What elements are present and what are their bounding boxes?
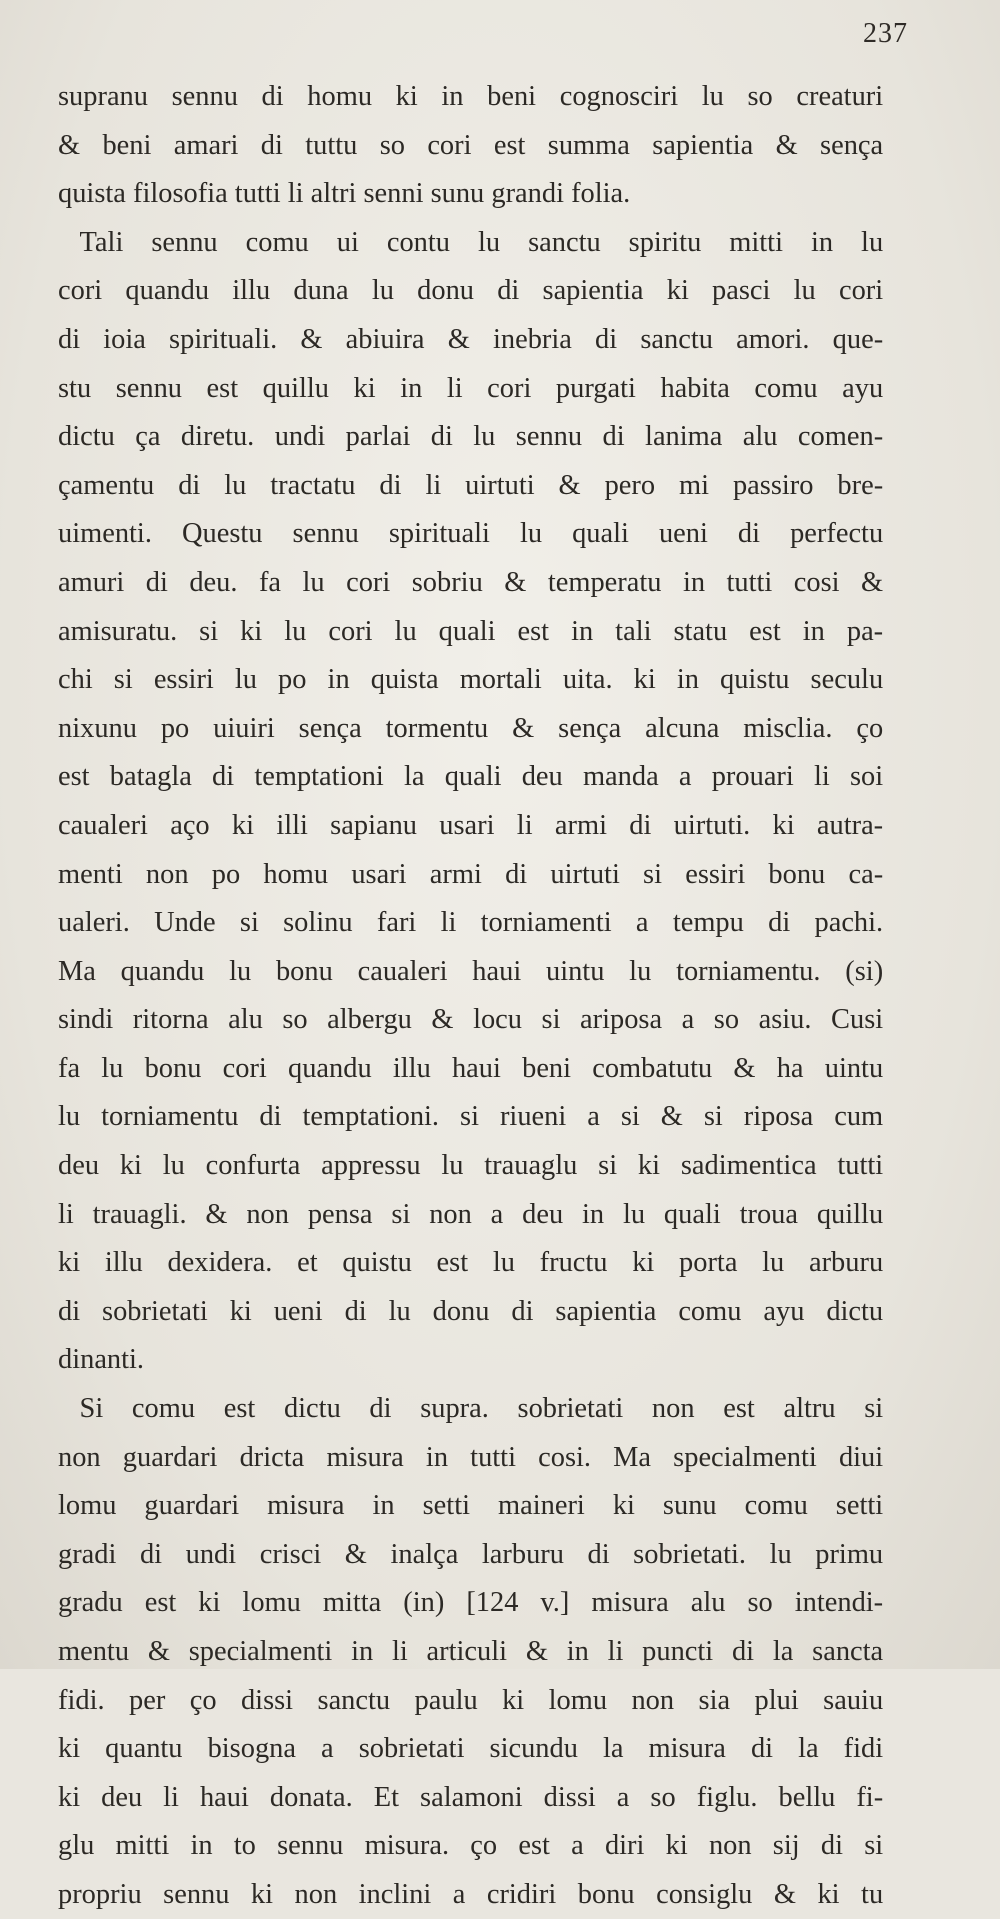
text-line: çamentu di lu tractatu di li uirtuti & pero mi passiro bre- — [58, 468, 884, 501]
text-line: fa lu bonu cori quandu illu haui beni combatutu & ha uintu — [58, 1051, 884, 1084]
text-line: quista filosofia tutti li altri senni sunu grandi folia. — [58, 177, 631, 210]
text-line: supranu sennu di homu ki in beni cognosciri lu so creaturi — [58, 80, 884, 112]
text-line: lomu guardari misura in setti maineri ki sunu comu setti — [58, 1489, 884, 1522]
page-number: 237 — [863, 18, 908, 49]
text-line: lu torniamentu di temptationi. si riueni a si & si riposa cum — [58, 1100, 884, 1133]
text-line: di sobrietati ki ueni di lu donu di sapientia comu ayu dictu — [58, 1294, 884, 1327]
text-line: caualeri aço ki illi sapianu usari li armi di uirtuti. ki autra- — [58, 808, 884, 841]
text-line: gradi di undi crisci & inalça larburu di sobrietati. lu primu — [58, 1537, 884, 1570]
text-line: amuri di deu. fa lu cori sobriu & temperatu in tutti cosi & — [58, 565, 884, 598]
text-line: glu mitti in to sennu misura. ço est a diri ki non sij di si — [58, 1829, 884, 1862]
text-line: chi si essiri lu po in quista mortali uita. ki in quistu seculu — [58, 663, 884, 696]
text-line: dictu ça diretu. undi parlai di lu sennu di lanima alu comen- — [58, 420, 884, 453]
text-line: mentu & specialmenti in li articuli & in li puncti di la sancta — [58, 1635, 884, 1667]
text-line: menti non po homu usari armi di uirtuti si essiri bonu ca- — [58, 857, 884, 890]
text-line: ki deu li haui donata. Et salamoni dissi a so figlu. bellu fi- — [58, 1780, 884, 1813]
text-line: gradu est ki lomu mitta (in) [124 v.] misura alu so intendi- — [58, 1586, 884, 1619]
text-line: uimenti. Questu sennu spirituali lu quali ueni di perfectu — [58, 517, 884, 550]
text-line: fidi. per ço dissi sanctu paulu ki lomu non sia plui sauiu — [58, 1683, 884, 1716]
text-line: non guardari dricta misura in tutti cosi. Ma specialmenti diui — [58, 1440, 884, 1473]
text-line: ki quantu bisogna a sobrietati sicundu la misura di la fidi — [58, 1732, 884, 1765]
text-line: Si comu est dictu di supra. sobrietati non est altru si — [79, 1392, 884, 1425]
text-line: est batagla di temptationi la quali deu manda a prouari li soi — [58, 760, 884, 793]
text-line: deu ki lu confurta appressu lu trauaglu si ki sadimentica tutti — [58, 1149, 884, 1182]
text-line: ualeri. Unde si solinu fari li torniamenti a tempu di pachi. — [58, 906, 884, 939]
text-line: stu sennu est quillu ki in li cori purgati habita comu ayu — [58, 371, 884, 404]
text-line: li trauagli. & non pensa si non a deu in lu quali troua quillu — [58, 1197, 884, 1230]
text-line: nixunu po uiuiri sença tormentu & sença alcuna misclia. ço — [58, 711, 884, 744]
text-line: propriu sennu ki non inclini a cridiri bonu consiglu & ki tu — [58, 1877, 884, 1910]
text-line: sindi ritorna alu so albergu & locu si ariposa a so asiu. Cusi — [58, 1003, 884, 1036]
text-line: ki illu dexidera. et quistu est lu fructu ki porta lu arburu — [58, 1246, 884, 1279]
text-line: cori quandu illu duna lu donu di sapientia ki pasci lu cori — [58, 274, 884, 307]
text-line: di ioia spirituali. & abiuira & inebria di sanctu amori. que- — [58, 322, 884, 355]
text-line: Ma quandu lu bonu caualeri haui uintu lu torniamentu. (si) — [58, 954, 884, 987]
text-line: amisuratu. si ki lu cori lu quali est in tali statu est in pa- — [58, 614, 884, 647]
text-line: Tali sennu comu ui contu lu sanctu spiritu mitti in lu — [79, 225, 884, 258]
text-line: & beni amari di tuttu so cori est summa sapientia & sença — [58, 128, 884, 161]
body-text — [58, 72, 900, 1919]
text-line: dinanti. — [58, 1343, 145, 1376]
